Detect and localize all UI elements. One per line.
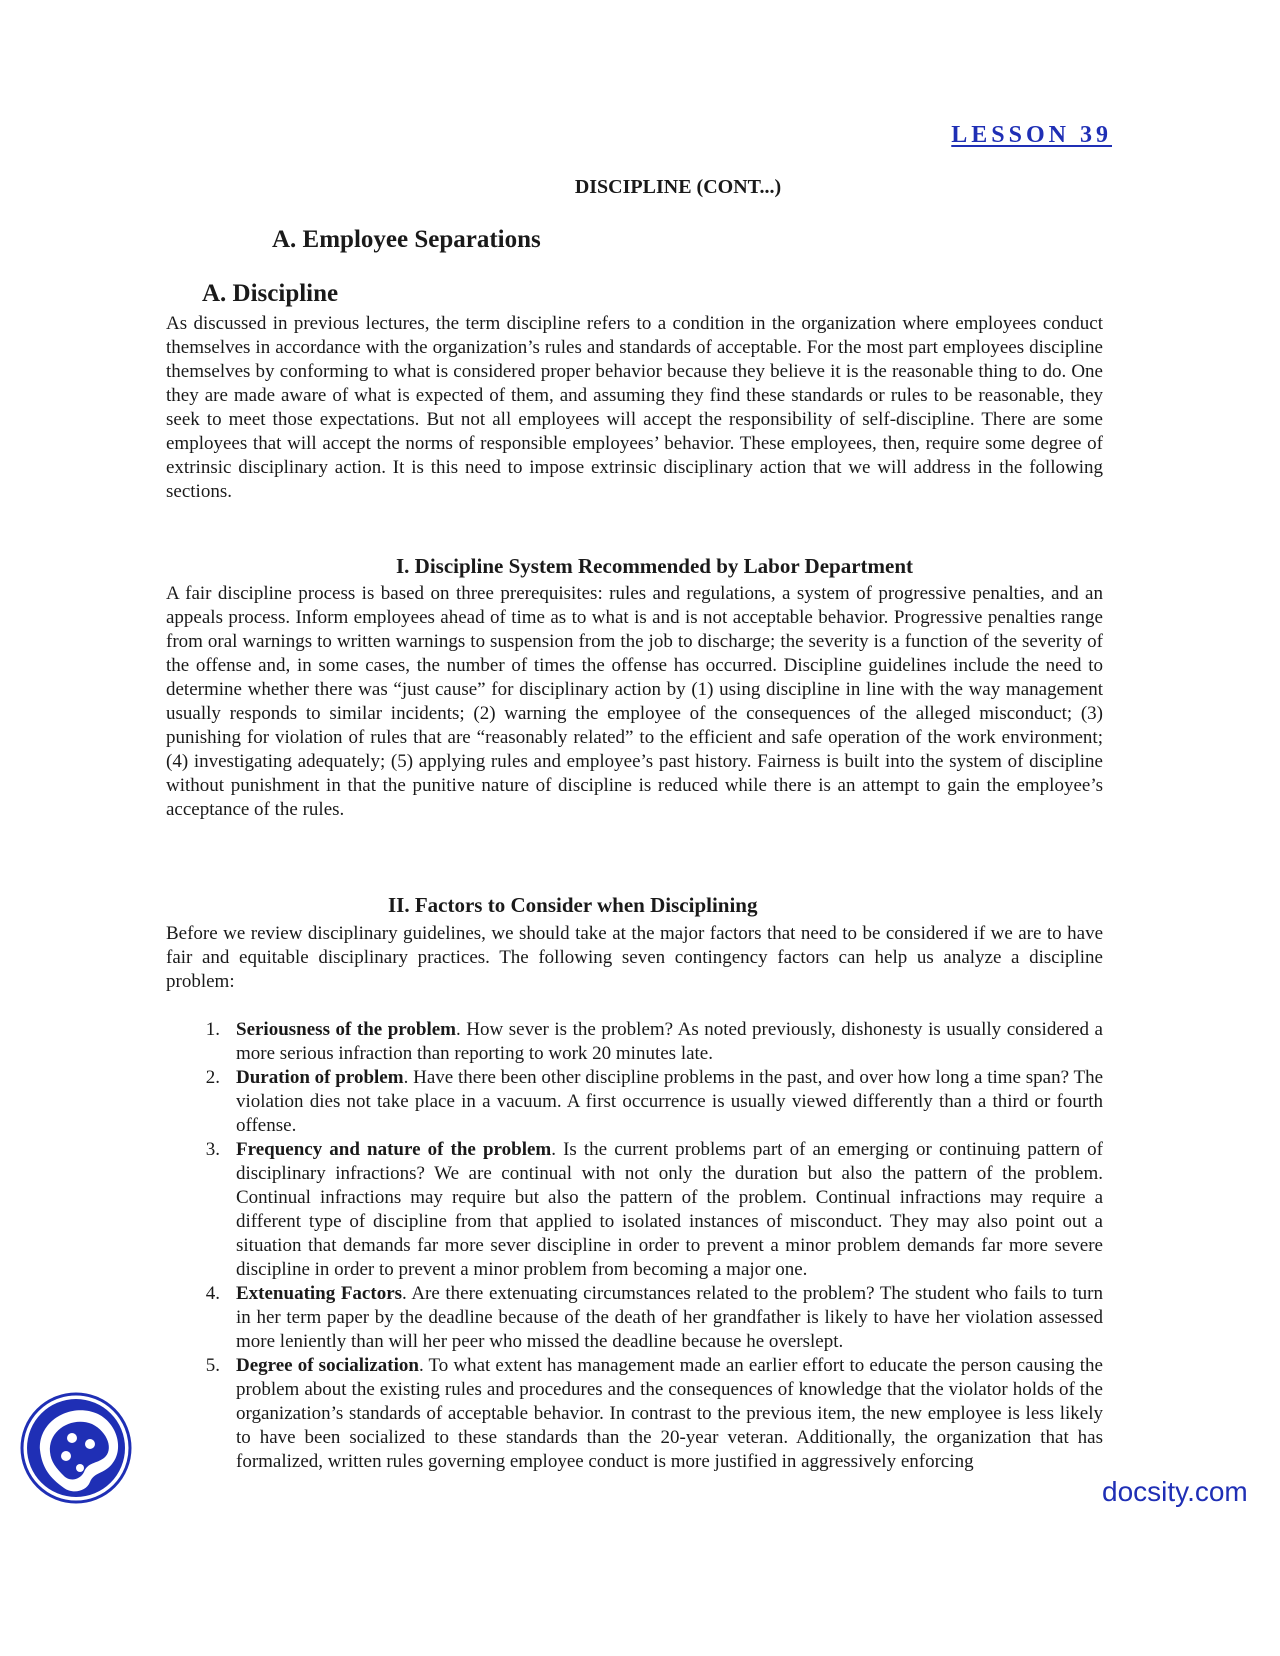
list-item-number: 2. (205, 1067, 220, 1088)
list-item-term: Frequency and nature of the problem (236, 1139, 552, 1160)
docsity-logo-icon[interactable] (20, 1392, 132, 1504)
list-item-number: 5. (205, 1355, 220, 1376)
list-item-text: . To what extent has management made an earlier effort to educate the person causing the problem about the existing rules and procedures and the consequences of knowledge that the violator holds of the organization’s standards of acceptable behavior. In contrast to the previous item, the new employee is less likely to have been socialized to these standards than the 20-year veteran. Additionally, the organization that has formalized, written rules governing employee conduct is more justified in aggressively enforcing (236, 1355, 1103, 1472)
section2-paragraph: Before we review disciplinary guidelines, we should take at the major factors that need to be considered if we are to have fair and equitable disciplinary practices. The following seven contingency factors can help us analyze a discipline problem: (166, 923, 1103, 992)
factors-list (198, 1018, 1103, 1474)
list-item-term: Duration of problem (236, 1067, 404, 1088)
list-item-text: . How sever is the problem? As noted previously, dishonesty is usually considered a more serious infraction than reporting to work 20 minutes late. (236, 1019, 1103, 1064)
lesson-label: LESSON 39 (951, 122, 1112, 148)
list-item-text: . Is the current problems part of an emerging or continuing pattern of disciplinary infractions? We are continual with not only the duration but also the pattern of the problem. Continual infractions may require but also the pattern of the problem. Continual infractions may require a different type of discipline from that applied to isolated instances of misconduct. They may also point out a situation that demands far more sever discipline in order to prevent a minor problem demands far more severe discipline in order to prevent a minor problem from becoming a major one. (236, 1139, 1104, 1280)
list-item-number: 1. (205, 1019, 220, 1040)
docsity-logo-svg (20, 1392, 132, 1504)
heading-discipline: A. Discipline (202, 280, 339, 307)
list-item-text: . Are there extenuating circumstances related to the problem? The student who fails to turn in her term paper by the deadline because of the death of her grandfather is likely to have her violation assessed more leniently than will her peer who missed the deadline because he overslept. (236, 1283, 1104, 1352)
list-item (198, 1066, 1103, 1138)
heading-employee-separations: A. Employee Separations (272, 226, 541, 253)
section1-paragraph: A fair discipline process is based on three prerequisites: rules and regulations, a system of progressive penalties, and an appeals process. Inform employees ahead of time as to what is and is not acceptable behavior. Progressive penalties range from oral warnings to written warnings to suspension from the job to discharge; the severity is a function of the severity of the offense and, in some cases, the number of times the offense has occurred. Discipline guidelines include the need to determine whether there was “just cause” for disciplinary action by (1) using discipline in line with the way management usually responds to similar incidents; (2) warning the employee of the consequences of the alleged misconduct; (3) punishing for violation of rules that are “reasonably related” to the efficient and safe operation of the work environment; (4) investigating adequately; (5) applying rules and employee’s past history. Fairness is built into the system of discipline without punishment in that the punitive nature of discipline is reduced while there is an attempt to gain the employee’s acceptance of the rules. (166, 583, 1103, 820)
list-item (198, 1354, 1103, 1474)
intro-paragraph: As discussed in previous lectures, the term discipline refers to a condition in the organization where employees conduct themselves in accordance with the organization’s rules and standards of acceptable. For the most part employees discipline themselves by conforming to what is considered proper behavior because they believe it is the reasonable thing to do. One they are made aware of what is expected of them, and assuming they find these standards or rules to be reasonable, they seek to meet those expectations. But not all employees will accept the responsibility of self-discipline. There are some employees that will accept the norms of responsible employees’ behavior. These employees, then, require some degree of extrinsic disciplinary action. It is this need to impose extrinsic disciplinary action that we will address in the following sections. (166, 313, 1103, 502)
section1-heading: I. Discipline System Recommended by Labor Department (396, 554, 914, 578)
list-item-term: Extenuating Factors (236, 1283, 403, 1304)
list-item-number: 4. (205, 1283, 220, 1304)
list-item (198, 1018, 1103, 1066)
docsity-watermark[interactable]: docsity.com (1098, 1476, 1252, 1508)
list-item (198, 1138, 1103, 1282)
list-item-term: Seriousness of the problem (236, 1019, 456, 1040)
section2-heading: II. Factors to Consider when Disciplining (388, 893, 758, 917)
document-title: DISCIPLINE (CONT...) (574, 176, 782, 198)
list-item (198, 1282, 1103, 1354)
list-item-text: . Have there been other discipline problems in the past, and over how long a time span? The violation dies not take place in a vacuum. A first occurrence is usually viewed differently than a third or fourth offense. (236, 1067, 1104, 1136)
list-item-term: Degree of socialization (236, 1355, 419, 1376)
list-item-number: 3. (205, 1139, 220, 1160)
